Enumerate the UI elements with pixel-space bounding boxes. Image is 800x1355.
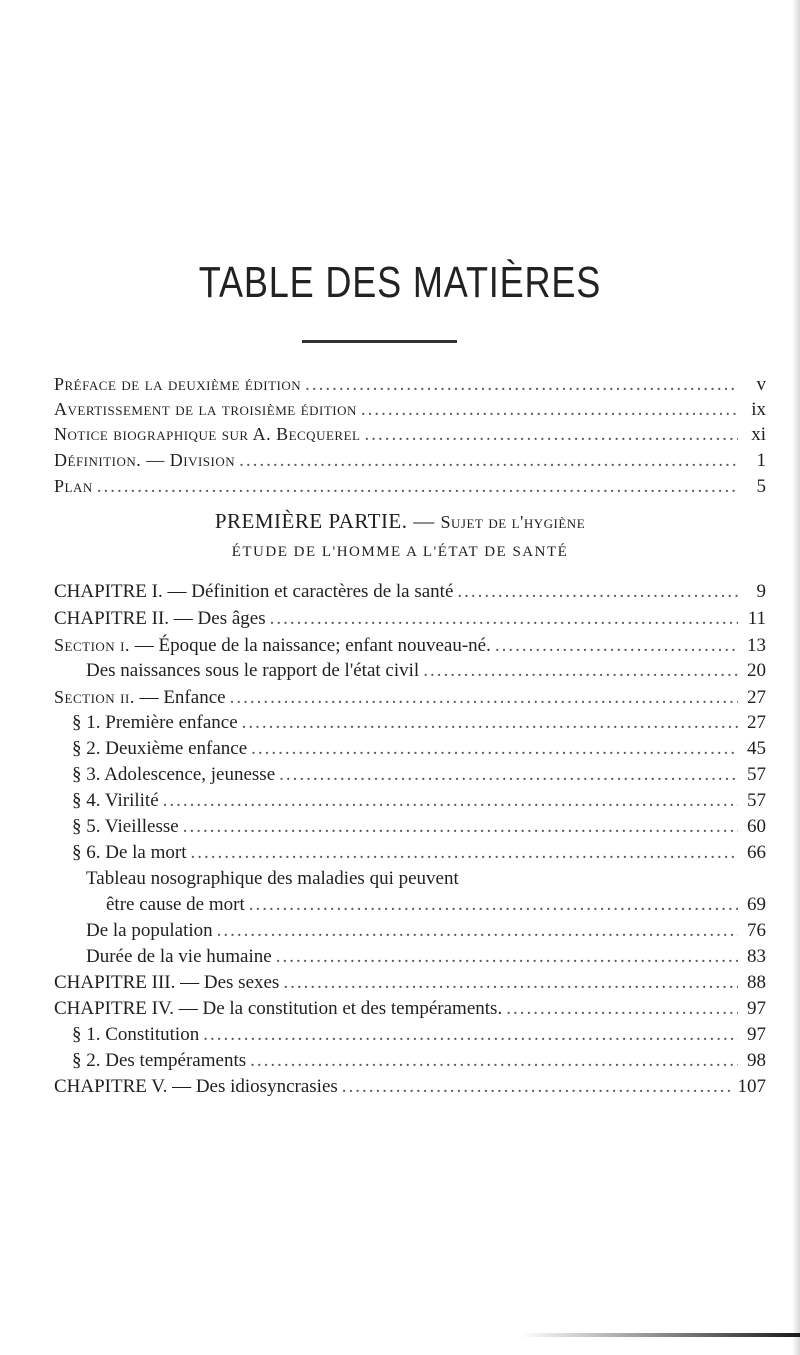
toc-entry-temperaments	[72, 1049, 766, 1073]
leader-dots	[239, 449, 738, 473]
leader-dots	[203, 1023, 738, 1047]
leader-dots	[423, 659, 738, 683]
toc-entry-notice	[54, 422, 766, 446]
toc-entry-page: 88	[747, 972, 766, 993]
toc-entry-label	[54, 685, 226, 710]
toc-entry-definition	[54, 448, 766, 472]
leader-dots	[251, 737, 738, 761]
toc-entry-chapter-4	[54, 997, 766, 1021]
toc-entry-label: Plan	[54, 476, 93, 496]
toc-entry-label: Notice biographique sur A. Becquerel	[54, 424, 361, 444]
toc-entry-para-5	[72, 815, 766, 839]
leader-dots	[276, 945, 738, 969]
leader-dots	[191, 841, 738, 865]
leader-dots	[183, 815, 738, 839]
leader-dots	[163, 789, 738, 813]
toc-entry-page: 76	[747, 920, 766, 941]
leader-dots	[250, 1049, 738, 1073]
leader-dots	[283, 971, 738, 995]
toc-entry-chapter-1	[54, 580, 766, 604]
toc-entry-page: 27	[747, 712, 766, 733]
toc-entry-label: § 3. Adolescence, jeunesse	[72, 764, 276, 785]
toc-entry-label: CHAPITRE IV. — De la constitution et des tempéraments.	[54, 998, 503, 1019]
toc-entry-label: être cause de mort	[106, 894, 245, 915]
toc-entry-para-1	[72, 711, 766, 735]
toc-entry-label: § 5. Vieillesse	[72, 816, 179, 837]
toc-entry-population	[86, 919, 766, 943]
toc-entry-label: CHAPITRE III. — Des sexes	[54, 972, 280, 993]
toc-entry-page: xi	[751, 424, 766, 445]
toc-entry-page: 57	[747, 790, 766, 811]
leader-dots	[230, 686, 738, 710]
toc-entry-page: 97	[747, 1024, 766, 1045]
leader-dots	[342, 1075, 734, 1099]
toc-entry-chapter-5	[54, 1075, 766, 1099]
leader-dots	[364, 423, 738, 447]
section-label: Section i.	[54, 635, 130, 655]
toc-entry-para-3	[72, 763, 766, 787]
toc-entry-page: 60	[747, 816, 766, 837]
toc-entry-naissances	[86, 659, 766, 683]
leader-dots	[249, 893, 738, 917]
toc-entry-page: 9	[756, 581, 766, 602]
toc-entry-label: Des naissances sous le rapport de l'état civil	[86, 660, 420, 681]
toc-entry-page: 27	[747, 687, 766, 708]
toc-entry-para-2	[72, 737, 766, 761]
toc-entry-label: § 2. Des tempéraments	[72, 1050, 247, 1071]
toc-entry-constitution	[72, 1023, 766, 1047]
toc-entry-label: De la population	[86, 920, 213, 941]
section-title: — Enfance	[134, 687, 226, 708]
toc-entry-avertissement	[54, 397, 766, 421]
toc-entry-label: Tableau nosographique des maladies qui peuvent	[86, 868, 459, 889]
part-title: PREMIÈRE PARTIE. —	[214, 509, 435, 533]
toc-entry-plan	[54, 474, 766, 498]
part-heading	[0, 509, 800, 534]
toc-entry-label: CHAPITRE II. — Des âges	[54, 608, 266, 629]
leader-dots	[279, 763, 738, 787]
part-title-sub: Sujet de l'hygiène	[440, 512, 586, 532]
toc-entry-page: 13	[747, 635, 766, 656]
toc-entry-label: § 4. Virilité	[72, 790, 159, 811]
toc-entry-duree-vie	[86, 945, 766, 969]
leader-dots	[457, 580, 738, 604]
toc-entry-page: 98	[747, 1050, 766, 1071]
toc-entry-label: § 6. De la mort	[72, 842, 187, 863]
toc-entry-page: 97	[747, 998, 766, 1019]
toc-entry-preface	[54, 372, 766, 396]
part-subtitle: ÉTUDE DE L'HOMME A L'ÉTAT DE SANTÉ	[231, 544, 569, 560]
toc-entry-page: 5	[756, 476, 766, 497]
scan-edge-shadow	[792, 0, 800, 1355]
toc-entry-page: v	[756, 374, 766, 395]
toc-entry-page: 1	[756, 450, 766, 471]
leader-dots	[361, 398, 738, 422]
title-rule	[302, 340, 457, 343]
toc-entry-cause-de-mort	[106, 893, 766, 917]
leader-dots	[217, 919, 738, 943]
leader-dots	[242, 711, 738, 735]
toc-entry-label: Définition. — Division	[54, 450, 236, 470]
toc-entry-label: § 2. Deuxième enfance	[72, 738, 248, 759]
toc-entry-label: CHAPITRE V. — Des idiosyncrasies	[54, 1076, 338, 1097]
toc-entry-page: 11	[747, 608, 766, 629]
toc-entry-page: 66	[747, 842, 766, 863]
toc-entry-chapter-3	[54, 971, 766, 995]
toc-entry-label	[54, 633, 491, 658]
toc-entry-page: 83	[747, 946, 766, 967]
leader-dots	[495, 634, 738, 658]
toc-entry-page: 20	[747, 660, 766, 681]
section-title: — Époque de la naissance; enfant nouveau-né.	[130, 635, 491, 656]
toc-entry-label: Avertissement de la troisième édition	[54, 399, 357, 419]
toc-entry-para-4	[72, 789, 766, 813]
leader-dots	[305, 373, 738, 397]
leader-dots	[506, 997, 738, 1021]
leader-dots	[270, 607, 738, 631]
toc-entry-section-1	[54, 633, 766, 657]
toc-entry-label: Préface de la deuxième édition	[54, 374, 302, 394]
toc-entry-chapter-2	[54, 607, 766, 631]
toc-entry-para-6	[72, 841, 766, 865]
section-label: Section ii.	[54, 687, 135, 707]
page-title: TABLE DES MATIÈRES	[198, 258, 602, 307]
toc-entry-label: Durée de la vie humaine	[86, 946, 272, 967]
leader-dots	[97, 475, 738, 499]
toc-entry-page: 69	[747, 894, 766, 915]
toc-entry-page: ix	[751, 399, 766, 420]
toc-entry-tableau	[86, 867, 766, 891]
toc-entry-label: § 1. Constitution	[72, 1024, 200, 1045]
toc-entry-page: 45	[747, 738, 766, 759]
toc-entry-page: 107	[737, 1076, 766, 1097]
toc-entry-page: 57	[747, 764, 766, 785]
toc-entry-label: § 1. Première enfance	[72, 712, 238, 733]
scan-bottom-edge	[520, 1333, 800, 1337]
toc-entry-section-2	[54, 685, 766, 709]
toc-entry-label: CHAPITRE I. — Définition et caractères de la santé	[54, 581, 454, 602]
